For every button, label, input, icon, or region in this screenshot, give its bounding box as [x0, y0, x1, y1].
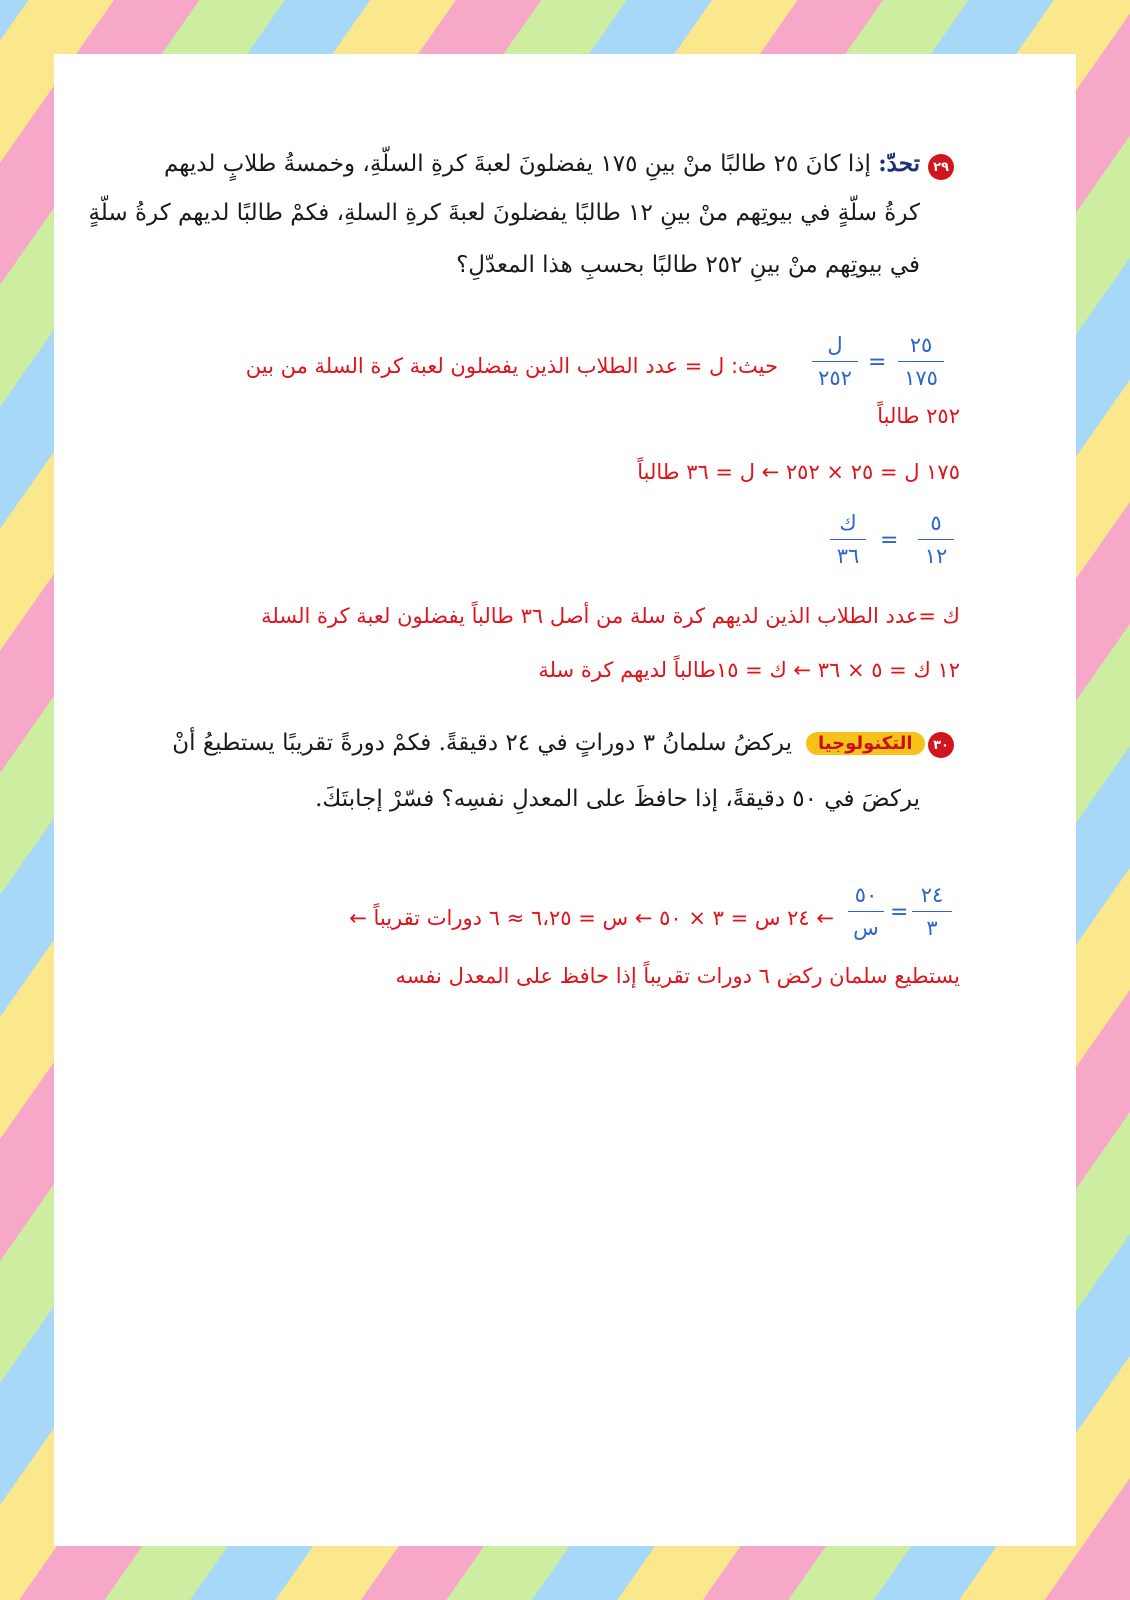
fraction-50-over-s: [848, 882, 884, 941]
fraction-denominator: ١٧٥: [904, 366, 938, 390]
question-29-keyword: تحدّ:: [878, 150, 920, 177]
fraction-bar: [848, 911, 884, 912]
fraction-numerator: ل: [827, 333, 843, 357]
fraction-numerator: ٥٠: [854, 883, 878, 907]
fraction-denominator: س: [853, 916, 879, 940]
conclusion-30: يستطيع سلمان ركض ٦ دورات تقريباً إذا حافظ على المعدل نفسه: [395, 964, 960, 988]
question-30-line-2: يركضَ في ٥٠ دقيقةً، إذا حافظَ على المعدلِ نفسِه؟ فسّرْ إجابتَكَ.: [315, 786, 920, 812]
calculation-k: ١٢ ك = ٥ × ٣٦ ← ك = ١٥طالباً لديهم كرة سلة: [538, 658, 960, 682]
equals-sign: =: [880, 528, 899, 553]
definition-l-continued: ٢٥٢ طالباً: [877, 404, 960, 428]
calculation-s: ← ٢٤ س = ٣ × ٥٠ ← س = ٦،٢٥ ≈ ٦ دورات تقريباً ←: [349, 906, 834, 930]
fraction-bar: [898, 361, 944, 362]
question-29-line-1: [164, 150, 920, 177]
calculation-l: ١٧٥ ل = ٢٥ × ٢٥٢ ← ل = ٣٦ طالباً: [637, 460, 960, 484]
fraction-25-over-175: [898, 332, 944, 391]
fraction-k-over-36: [830, 510, 866, 569]
equals-sign: =: [868, 350, 887, 375]
fraction-bar: [812, 361, 858, 362]
fraction-l-over-252: [812, 332, 858, 391]
fraction-denominator: ٣٦: [836, 544, 860, 568]
question-29-line-2: كرةُ سلّةٍ في بيوتِهم منْ بينِ ١٢ طالبًا يفضلونَ لعبةَ كرةِ السلةِ، فكمْ طالبًا لديهم كرةُ سلّةٍ: [88, 200, 920, 226]
definition-k: ك =عدد الطلاب الذين لديهم كرة سلة من أصل ٣٦ طالباً يفضلون لعبة كرة السلة: [261, 604, 960, 628]
equals-sign: =: [890, 900, 909, 925]
fraction-5-over-12: [918, 510, 954, 569]
question-29-text-1: إذا كانَ ٢٥ طالبًا منْ بينِ ١٧٥ يفضلونَ لعبةَ كرةِ السلّةِ، وخمسةُ طلابٍ لديهم: [163, 151, 871, 177]
fraction-denominator: ٢٥٢: [818, 366, 852, 390]
fraction-numerator: ٢٥: [909, 333, 933, 357]
question-30-line-1: يركضُ سلمانُ ٣ دوراتٍ في ٢٤ دقيقةً. فكمْ دورةً تقريبًا يستطيعُ أنْ: [172, 730, 792, 756]
question-29-line-3: في بيوتِهم منْ بينِ ٢٥٢ طالبًا بحسبِ هذا المعدّلِ؟: [456, 252, 920, 278]
fraction-bar: [918, 539, 954, 540]
fraction-numerator: ٢٤: [920, 883, 944, 907]
fraction-numerator: ٥: [930, 511, 942, 535]
technology-badge: التكنولوجيا: [806, 732, 925, 755]
fraction-bar: [830, 539, 866, 540]
fraction-denominator: ٣: [926, 916, 938, 940]
question-29-number: ٢٩: [928, 154, 954, 180]
question-30-number: ٣٠: [928, 732, 954, 758]
definition-l: حيث: ل = عدد الطلاب الذين يفضلون لعبة كرة السلة من بين: [245, 354, 778, 378]
fraction-numerator: ك: [839, 511, 857, 535]
fraction-24-over-3: [912, 882, 952, 941]
fraction-bar: [912, 911, 952, 912]
fraction-denominator: ١٢: [924, 544, 948, 568]
